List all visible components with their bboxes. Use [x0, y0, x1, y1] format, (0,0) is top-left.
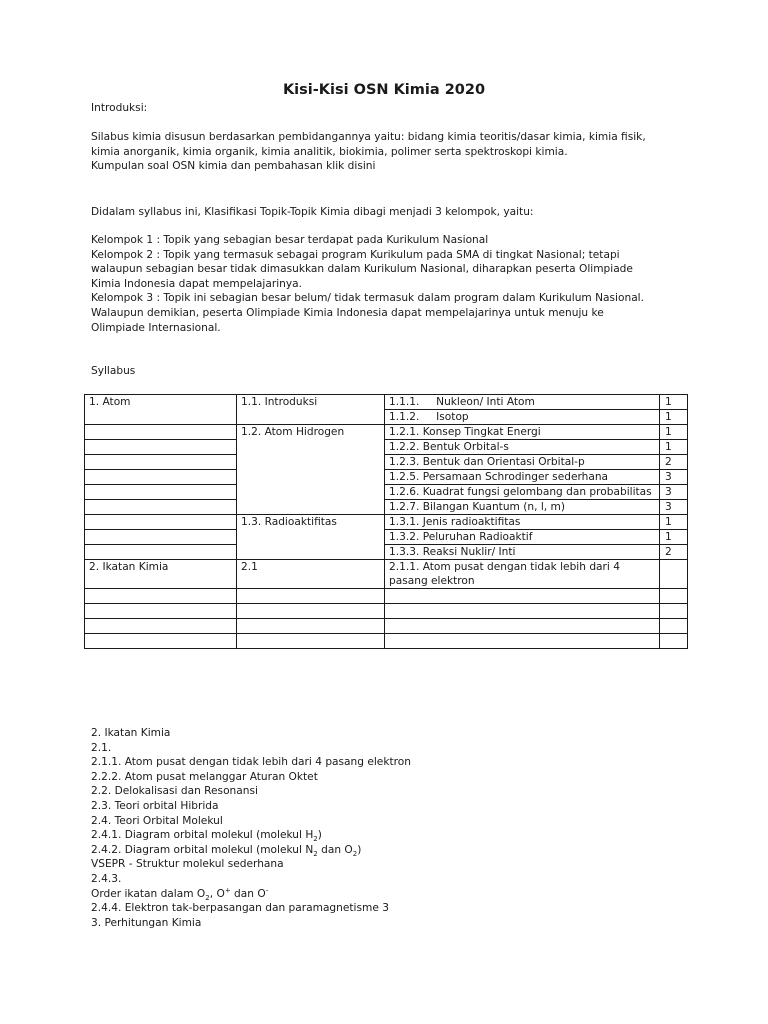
- subscript: 2: [205, 893, 210, 902]
- detail-cell: 1.1.1. Nukleon/ Inti Atom: [385, 395, 660, 410]
- classification-text: Didalam syllabus ini, Klasifikasi Topik-Topik Kimia dibagi menjadi 3 kelompok, yaitu:: [91, 206, 534, 218]
- empty-cell: [85, 589, 237, 604]
- list-item: 2.1.1. Atom pusat dengan tidak lebih dari 4 pasang elektron: [91, 756, 411, 769]
- group-line: walaupun sebagian besar tidak dimasukkan dalam Kurikulum Nasional, diharapkan peserta Olimpiade: [91, 263, 633, 276]
- intro-line: Silabus kimia disusun berdasarkan pembidangannya yaitu: bidang kimia teoritis/dasar kimia, kimia fisik,: [91, 131, 646, 143]
- detail-cell: 1.3.2. Peluruhan Radioaktif: [385, 530, 660, 545]
- empty-cell: [85, 634, 237, 649]
- group-cell: 1: [660, 410, 688, 425]
- group-cell: 1: [660, 515, 688, 530]
- group-cell: 3: [660, 500, 688, 515]
- detail-cell: 1.2.1. Konsep Tingkat Energi: [385, 425, 660, 440]
- group-cell: [660, 560, 688, 589]
- table-row-empty: [85, 589, 688, 604]
- topic-cell: [85, 470, 237, 485]
- detail-cell: 1.2.5. Persamaan Schrodinger sederhana: [385, 470, 660, 485]
- syllabus-table: [84, 394, 688, 649]
- detail-cell: 1.2.7. Bilangan Kuantum (n, l, m): [385, 500, 660, 515]
- topic-cell: [85, 515, 237, 530]
- table-row: [85, 425, 688, 440]
- intro-heading-text: Introduksi:: [91, 102, 148, 114]
- detail-cell: 1.3.3. Reaksi Nuklir/ Inti: [385, 545, 660, 560]
- empty-cell: [385, 589, 660, 604]
- table-row: [85, 455, 688, 470]
- table-row: [85, 485, 688, 500]
- group-line: Kelompok 3 : Topik ini sebagian besar belum/ tidak termasuk dalam program dalam Kurikulum Nasional.: [91, 292, 644, 305]
- topic-cell: [85, 530, 237, 545]
- table-row-empty: [85, 619, 688, 634]
- empty-cell: [660, 604, 688, 619]
- list-item-text: dan O: [230, 887, 266, 900]
- empty-cell: [385, 604, 660, 619]
- group-cell: 2: [660, 455, 688, 470]
- group-cell: 1: [660, 440, 688, 455]
- empty-cell: [85, 604, 237, 619]
- list-item: VSEPR - Struktur molekul sederhana: [91, 858, 284, 871]
- list-item: 2. Ikatan Kimia: [91, 727, 171, 739]
- list-item: 2.2. Delokalisasi dan Resonansi: [91, 785, 258, 798]
- list-item: 2.1.: [91, 741, 112, 754]
- list-item-text: ): [357, 843, 362, 856]
- table-row: [85, 395, 688, 410]
- table-row: [85, 530, 688, 545]
- table-row: [85, 560, 688, 589]
- subscript: 2: [313, 849, 318, 858]
- detail-cell: 2.1.1. Atom pusat dengan tidak lebih dari 4 pasang elektron: [385, 560, 660, 589]
- topic-cell: 1. Atom: [85, 395, 237, 425]
- document-title: Kisi-Kisi OSN Kimia 2020: [282, 82, 486, 98]
- table-row-empty: [85, 634, 688, 649]
- detail-cell: 1.3.1. Jenis radioaktifitas: [385, 515, 660, 530]
- table-row: [85, 515, 688, 530]
- list-item: 2.4.3.: [91, 872, 122, 885]
- table-row: [85, 545, 688, 560]
- detail-cell: 1.2.6. Kuadrat fungsi gelombang dan probabilitas: [385, 485, 660, 500]
- topic-cell: [85, 425, 237, 440]
- groups-paragraph: [91, 233, 691, 335]
- subtopic-cell: 1.2. Atom Hidrogen: [237, 425, 385, 515]
- empty-cell: [660, 619, 688, 634]
- group-cell: 1: [660, 530, 688, 545]
- topic-cell: 2. Ikatan Kimia: [85, 560, 237, 589]
- empty-cell: [237, 604, 385, 619]
- intro-link-line[interactable]: Kumpulan soal OSN kimia dan pembahasan klik disini: [91, 160, 376, 173]
- list-item: 2.3. Teori orbital Hibrida: [91, 799, 219, 812]
- group-line: Kimia Indonesia dapat mempelajarinya.: [91, 277, 302, 290]
- empty-cell: [237, 619, 385, 634]
- table-row: [85, 440, 688, 455]
- list-item: [91, 828, 691, 843]
- list-item: 2.4. Teori Orbital Molekul: [91, 814, 223, 827]
- superscript: -: [265, 886, 269, 894]
- table-row: [85, 500, 688, 515]
- list-item-text: 2.4.2. Diagram orbital molekul (molekul N: [91, 843, 314, 856]
- list-item-text: ): [317, 829, 322, 842]
- list-item: [91, 843, 691, 858]
- superscript: +: [224, 886, 231, 894]
- empty-cell: [85, 619, 237, 634]
- empty-cell: [237, 589, 385, 604]
- subtopic-cell: 2.1: [237, 560, 385, 589]
- empty-cell: [385, 634, 660, 649]
- group-cell: 2: [660, 545, 688, 560]
- intro-heading: [91, 101, 691, 116]
- group-line: Kelompok 2 : Topik yang termasuk sebagai program Kurikulum pada SMA di tingkat Nasional; tetapi: [91, 248, 620, 261]
- group-cell: 1: [660, 395, 688, 410]
- list-item: 2.2.2. Atom pusat melanggar Aturan Oktet: [91, 770, 318, 783]
- group-cell: 3: [660, 485, 688, 500]
- empty-cell: [237, 634, 385, 649]
- topic-cell: [85, 485, 237, 500]
- table-row: [85, 470, 688, 485]
- detail-cell: 1.1.2. Isotop: [385, 410, 660, 425]
- group-line: Kelompok 1 : Topik yang sebagian besar terdapat pada Kurikulum Nasional: [91, 234, 489, 246]
- intro-paragraph: [91, 130, 691, 174]
- list-item: [91, 887, 691, 902]
- list-item-text: Order ikatan dalam O: [91, 887, 206, 900]
- list-item-text: 2.4.1. Diagram orbital molekul (molekul H: [91, 829, 314, 842]
- detail-cell: 1.2.3. Bentuk dan Orientasi Orbital-p: [385, 455, 660, 470]
- syllabus-heading-text: Syllabus: [91, 365, 136, 377]
- table-row-empty: [85, 604, 688, 619]
- subscript: 2: [313, 835, 318, 844]
- list-item-text: , O: [209, 887, 225, 900]
- list-item: 2.4.4. Elektron tak-berpasangan dan paramagnetisme 3: [91, 902, 389, 915]
- syllabus-heading: [91, 364, 691, 379]
- group-cell: 3: [660, 470, 688, 485]
- empty-cell: [385, 619, 660, 634]
- list-item: 3. Perhitungan Kimia: [91, 916, 202, 929]
- topic-cell: [85, 440, 237, 455]
- intro-line: kimia anorganik, kimia organik, kimia analitik, biokimia, polimer serta spektroskopi kimia.: [91, 145, 568, 158]
- group-line: Olimpiade Internasional.: [91, 321, 221, 334]
- detail-cell: 1.2.2. Bentuk Orbital-s: [385, 440, 660, 455]
- classification-line: [91, 205, 691, 220]
- subscript: 2: [352, 849, 358, 858]
- group-line: Walaupun demikian, peserta Olimpiade Kimia Indonesia dapat mempelajarinya untuk menuju ke: [91, 306, 604, 319]
- group-cell: 1: [660, 425, 688, 440]
- list-item-text: dan O: [317, 843, 353, 856]
- topic-list: [91, 726, 691, 930]
- topic-cell: [85, 455, 237, 470]
- empty-cell: [660, 589, 688, 604]
- topic-cell: [85, 500, 237, 515]
- empty-cell: [660, 634, 688, 649]
- subtopic-cell: 1.3. Radioaktifitas: [237, 515, 385, 560]
- subtopic-cell: 1.1. Introduksi: [237, 395, 385, 425]
- topic-cell: [85, 545, 237, 560]
